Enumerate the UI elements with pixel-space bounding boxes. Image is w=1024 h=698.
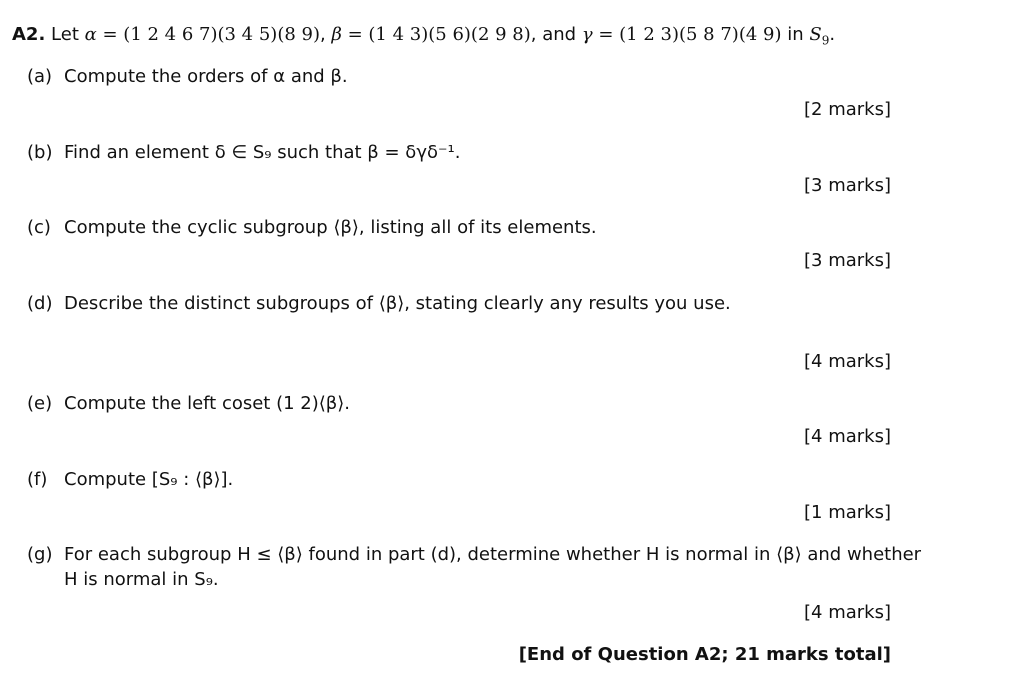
part-text: Compute the orders of α and β. [64, 66, 348, 87]
symmetric-group: $S_9$ [809, 24, 830, 48]
question-header: A2. Let α = (1 2 4 6 7)(3 4 5)(8 9), β = (1 4 3)(5 6)(2 9 8), and γ = (1 2 3)(5 8 7)(4 9) in $S_9$. [12, 24, 836, 48]
marks-f: [1 marks] [804, 502, 891, 523]
end-of-question: [End of Question A2; 21 marks total] [518, 644, 891, 665]
part-label: (c) [27, 217, 51, 238]
marks-e: [4 marks] [804, 426, 891, 447]
part-d [27, 293, 731, 315]
part-text: Compute [S₉ : ⟨β⟩]. [64, 469, 234, 490]
part-a [27, 66, 348, 88]
marks-d: [4 marks] [804, 351, 891, 372]
marks-a: [2 marks] [804, 99, 891, 120]
part-text: Find an element δ ∈ S₉ such that β = δγδ⁻¹. [64, 142, 461, 163]
part-text: Compute the left coset (1 2)⟨β⟩. [64, 393, 351, 414]
part-c [27, 217, 597, 239]
beta-definition: β = (1 4 3)(5 6)(2 9 8) [331, 24, 531, 45]
part-e [27, 393, 350, 415]
question-number: A2. [12, 24, 46, 45]
alpha-definition: α = (1 2 4 6 7)(3 4 5)(8 9) [84, 24, 321, 45]
part-label: (b) [27, 142, 53, 163]
marks-c: [3 marks] [804, 250, 891, 271]
part-label: (d) [27, 293, 53, 314]
part-label: (a) [27, 66, 53, 87]
part-label: (f) [27, 469, 48, 490]
part-text-line-1: For each subgroup H ≤ ⟨β⟩ found in part (d), determine whether H is normal in ⟨β⟩ and whether [64, 544, 922, 565]
in-text: in [787, 24, 804, 45]
part-text: Compute the cyclic subgroup ⟨β⟩, listing all of its elements. [64, 217, 597, 238]
gamma-definition: γ = (1 2 3)(5 8 7)(4 9) [581, 24, 782, 45]
part-g [27, 544, 921, 566]
marks-g: [4 marks] [804, 602, 891, 623]
part-text-line-2: H is normal in S₉. [64, 569, 219, 590]
intro-text: Let [51, 24, 79, 45]
part-text: Describe the distinct subgroups of ⟨β⟩, stating clearly any results you use. [64, 293, 731, 314]
part-label: (e) [27, 393, 53, 414]
part-label: (g) [27, 544, 53, 565]
part-g-continuation [64, 569, 219, 591]
part-f [27, 469, 233, 491]
part-b [27, 142, 460, 164]
and-text: and [542, 24, 577, 45]
marks-b: [3 marks] [804, 175, 891, 196]
